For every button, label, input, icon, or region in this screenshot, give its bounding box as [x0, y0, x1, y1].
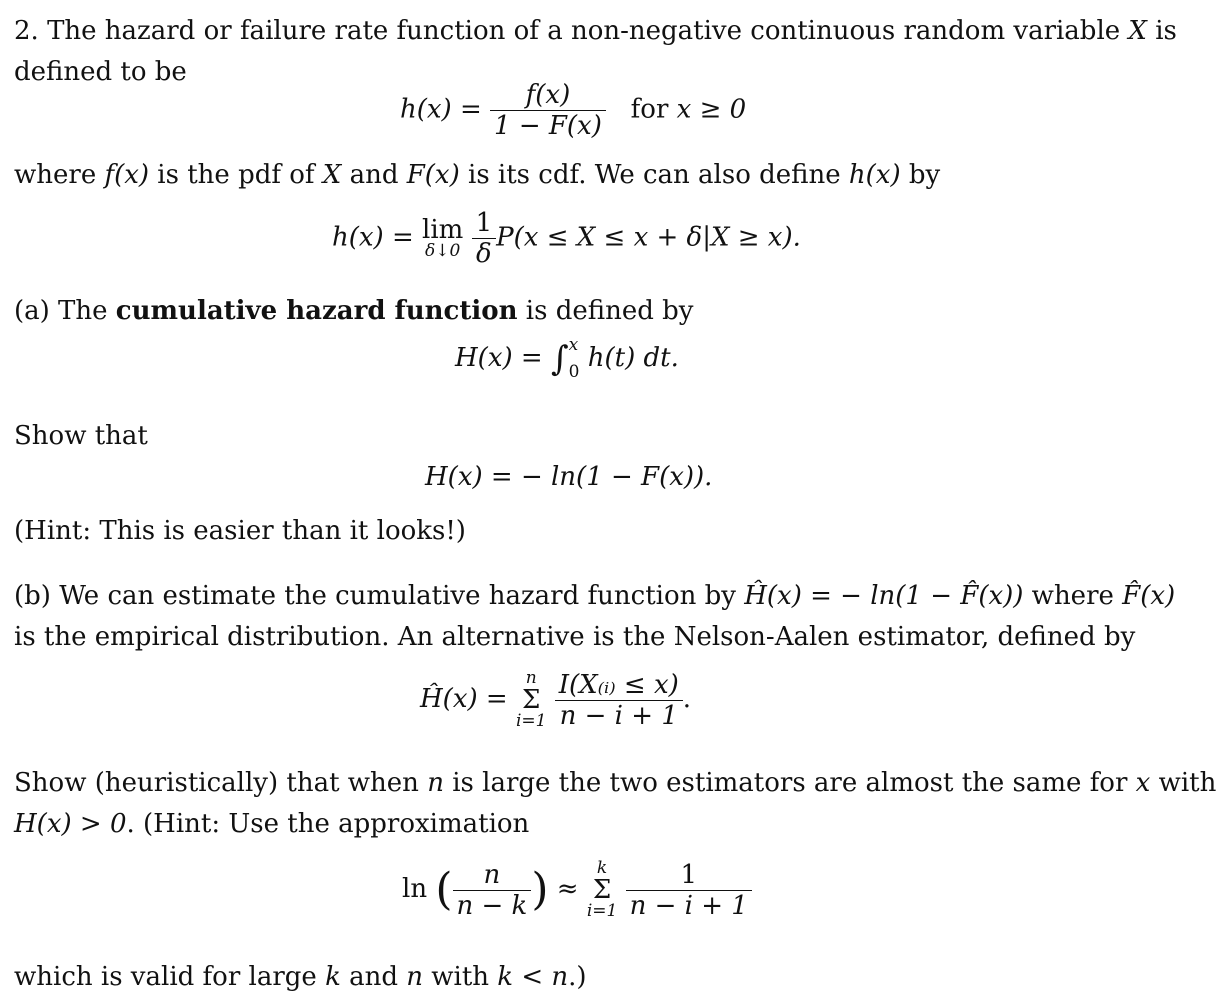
- pc-text-a: Show (heuristically) that when: [14, 768, 428, 798]
- eq5-sum-upper: n: [525, 668, 537, 688]
- part-b-line-2: is the empirical distribution. An alternative is the Nelson-Aalen estimator, defined by: [14, 622, 1136, 652]
- eq2-denominator: δ: [476, 239, 492, 269]
- hazard-definition-equation: [400, 82, 746, 139]
- integral-upper: x: [568, 335, 579, 355]
- integral-lower: 0: [568, 362, 580, 382]
- heuristic-line-1: [14, 770, 1216, 796]
- intro-text-a: 2. The hazard or failure rate function of a non-negative continuous random variable: [14, 16, 1129, 46]
- eq6-rhs-fraction: [626, 859, 752, 921]
- last-condition: k < n: [497, 962, 569, 992]
- cumulative-hazard-integral: [455, 337, 679, 381]
- last-text-b: and: [340, 962, 407, 992]
- part-a-text-b: is defined by: [517, 296, 694, 326]
- pc-x: x: [1135, 768, 1151, 798]
- eq2-lhs: h(x) =: [332, 222, 423, 253]
- eq5-fraction: [555, 669, 683, 731]
- part-a-text-a: (a) The: [14, 296, 116, 326]
- last-k: k: [325, 962, 341, 992]
- part-b-Hhat: Ĥ(x) = − ln(1 − F̂(x)): [744, 581, 1024, 611]
- eq6-sum-upper: k: [596, 858, 608, 878]
- p2-text-d: is its cdf. We can also define: [459, 160, 849, 190]
- intro-line-2: defined to be: [14, 57, 187, 87]
- eq6-denominator: n − k: [456, 890, 528, 921]
- part-b-line-1: [14, 583, 1175, 609]
- pdf-cdf-line: [14, 162, 940, 188]
- pc-hint-text: . (Hint: Use the approximation: [126, 809, 530, 839]
- eq2-numerator: 1: [472, 210, 497, 239]
- eq6-rhs-denominator: n − i + 1: [629, 890, 748, 921]
- intro-line-1: [14, 18, 1177, 44]
- last-text-d: .): [568, 962, 587, 992]
- eq6-approx: ≈: [548, 874, 587, 904]
- eq6-rhs-numerator: 1: [626, 862, 752, 891]
- eq2-lim: lim: [422, 215, 464, 245]
- eq6-numerator: n: [453, 862, 532, 891]
- part-b-Fhat: F̂(x): [1122, 581, 1176, 611]
- var-X: X: [1128, 16, 1147, 46]
- log-approximation-equation: [402, 860, 752, 920]
- eq5-lhs: Ĥ(x) =: [420, 684, 516, 714]
- eq1-fraction: [490, 82, 606, 139]
- p2-text-e: by: [900, 160, 941, 190]
- eq1-lhs: h(x) =: [400, 94, 482, 125]
- eq6-fraction: [453, 859, 532, 921]
- right-paren: ): [531, 864, 549, 915]
- p2-text-b: is the pdf of: [149, 160, 323, 190]
- part-a-bold-term: cumulative hazard function: [115, 296, 518, 326]
- integral-sign: ∫: [550, 339, 569, 379]
- pc-text-c: with: [1150, 768, 1216, 798]
- eq6-sum-sign: Σ: [592, 875, 612, 905]
- left-paren: (: [435, 864, 453, 915]
- eq2-limit: [422, 217, 463, 260]
- eq3-lhs: H(x) =: [455, 343, 551, 373]
- nelson-aalen-equation: [420, 670, 691, 730]
- cumulative-hazard-log-equation: H(x) = − ln(1 − F(x)).: [425, 462, 713, 492]
- eq1-for: for: [630, 94, 669, 125]
- p2-X: X: [322, 160, 342, 190]
- part-b-text-a: (b) We can estimate the cumulative hazard function by: [14, 581, 745, 611]
- eq6-ln: ln: [402, 874, 428, 904]
- eq5-period: .: [682, 684, 692, 714]
- eq5-numerator: I(X₍ᵢ₎ ≤ x): [555, 672, 683, 701]
- eq2-rhs: P(x ≤ X ≤ x + δ|X ≥ x).: [496, 222, 801, 253]
- last-text-c: with: [423, 962, 498, 992]
- eq5-sum-lower: i=1: [515, 711, 547, 731]
- pc-condition: H(x) > 0: [14, 809, 127, 839]
- eq2-lim-sub: δ↓0: [425, 241, 461, 261]
- validity-line: [14, 964, 587, 990]
- eq1-numerator: f(x): [490, 82, 606, 111]
- eq1-condition: x ≥ 0: [676, 94, 747, 125]
- last-n: n: [406, 962, 423, 992]
- show-that-text: Show that: [14, 421, 148, 451]
- eq5-sum: [516, 670, 547, 730]
- p2-text-a: where: [14, 160, 105, 190]
- eq6-sum: [587, 860, 618, 920]
- eq6-sum-lower: i=1: [586, 901, 618, 921]
- part-a-line: [14, 298, 693, 324]
- eq3-rhs: h(t) dt.: [587, 343, 679, 373]
- last-text-a: which is valid for large: [14, 962, 326, 992]
- pc-n: n: [427, 768, 444, 798]
- hazard-limit-equation: [332, 210, 801, 267]
- hint-a-text: (Hint: This is easier than it looks!): [14, 516, 466, 546]
- p2-Fx: F(x): [406, 160, 460, 190]
- eq1-denominator: 1 − F(x): [494, 111, 602, 141]
- eq5-denominator: n − i + 1: [559, 700, 678, 731]
- integral-limits: [569, 337, 580, 381]
- p2-hx: h(x): [848, 160, 901, 190]
- intro-text-b: is: [1146, 16, 1177, 46]
- p2-fx: f(x): [104, 160, 150, 190]
- pc-text-b: is large the two estimators are almost the same for: [443, 768, 1136, 798]
- heuristic-line-2: [14, 811, 529, 837]
- eq5-sum-sign: Σ: [522, 685, 541, 715]
- p2-text-c: and: [341, 160, 407, 190]
- part-b-text-b: where: [1023, 581, 1123, 611]
- eq2-fraction: [472, 210, 497, 267]
